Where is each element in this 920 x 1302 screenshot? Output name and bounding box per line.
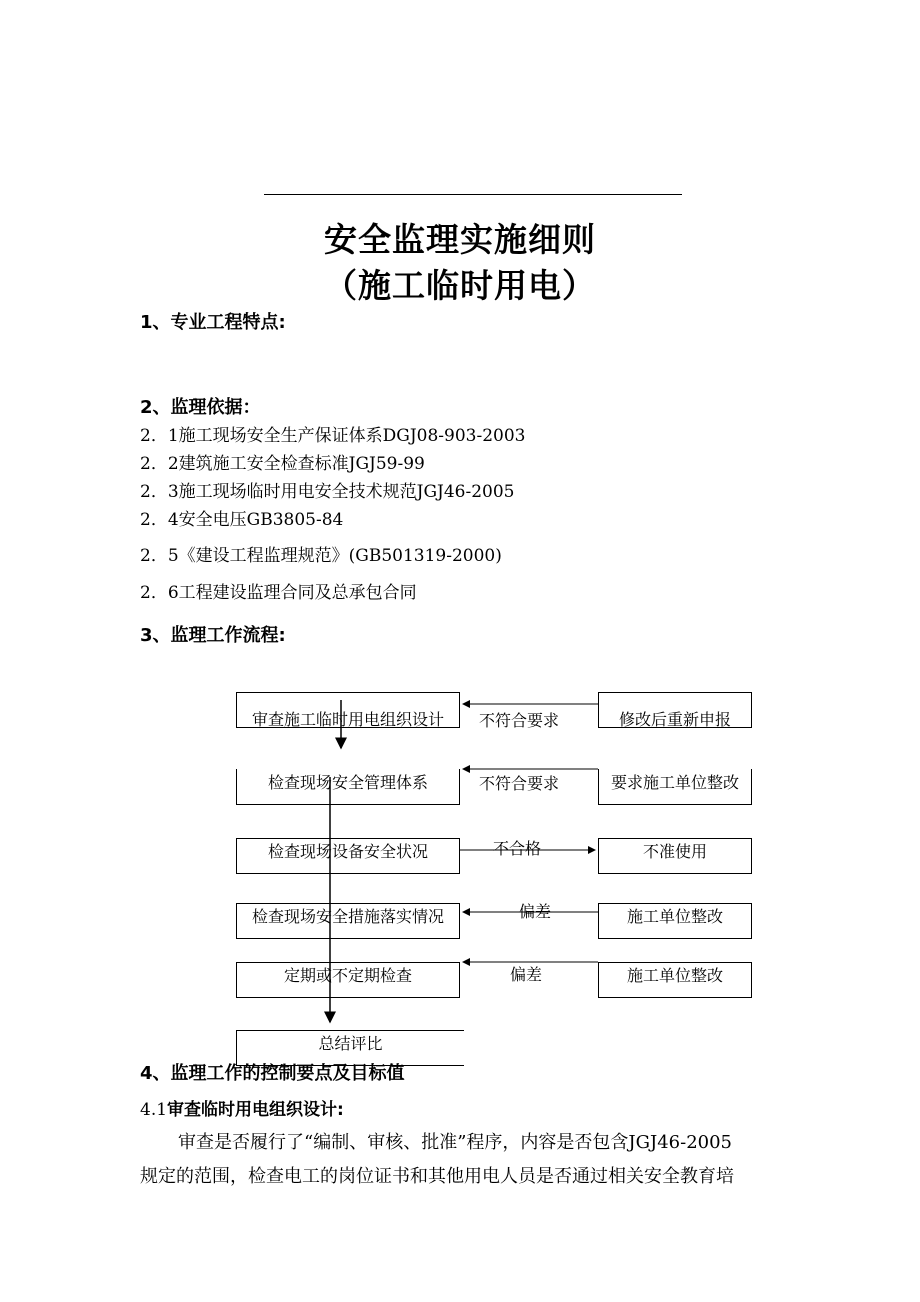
flow-side-rectify: 要求施工单位整改 <box>598 769 752 805</box>
section-1-heading: 1、专业工程特点: <box>140 312 286 333</box>
header-rule <box>264 194 682 195</box>
basis-item: 2．2建筑施工安全检查标准JGJ59-99 <box>140 454 425 474</box>
flow-caption: 不符合要求 <box>479 774 560 793</box>
flow-side-resubmit: 修改后重新申报 <box>598 692 752 728</box>
body-paragraph-line: 规定的范围，检查电工的岗位证书和其他用电人员是否通过相关安全教育培 <box>140 1166 734 1187</box>
basis-item: 2．1施工现场安全生产保证体系DGJ08-903-2003 <box>140 426 526 446</box>
flow-caption: 不合格 <box>493 839 542 858</box>
flow-step-summary: 总结评比 <box>236 1030 464 1066</box>
section-4-heading: 4、监理工作的控制要点及目标值 <box>140 1063 405 1084</box>
section-3-heading: 3、监理工作流程: <box>140 625 286 646</box>
basis-item: 2．4安全电压GB3805-84 <box>140 510 344 530</box>
body-paragraph-line: 审查是否履行了“编制、审核、批准”程序，内容是否包含JGJ46-2005 <box>178 1132 733 1153</box>
document-subtitle: （施工临时用电） <box>324 266 596 305</box>
basis-item: 2．5《建设工程监理规范》(GB501319-2000) <box>140 546 502 566</box>
flow-step-check-equipment: 检查现场设备安全状况 <box>236 838 460 874</box>
basis-item: 2．6工程建设监理合同及总承包合同 <box>140 583 417 603</box>
flow-caption: 偏差 <box>519 902 552 921</box>
flow-caption: 偏差 <box>510 965 543 984</box>
flow-side-rectify-2: 施工单位整改 <box>598 903 752 939</box>
subsection-number: 4.1 <box>140 1100 168 1120</box>
basis-item: 2．3施工现场临时用电安全技术规范JGJ46-2005 <box>140 482 515 502</box>
subsection-title: 审查临时用电组织设计: <box>167 1100 344 1120</box>
flow-step-periodic-check: 定期或不定期检查 <box>236 962 460 998</box>
document-title: 安全监理实施细则 <box>324 220 596 259</box>
subsection-4-1 <box>140 1095 344 1120</box>
flow-caption: 不符合要求 <box>479 711 560 730</box>
flow-step-review-design: 审查施工临时用电组织设计 <box>236 692 460 728</box>
section-2-heading: 2、监理依据： <box>140 397 261 418</box>
flow-step-check-measures: 检查现场安全措施落实情况 <box>236 903 460 939</box>
flow-side-rectify-3: 施工单位整改 <box>598 962 752 998</box>
flow-side-no-use: 不准使用 <box>598 838 752 874</box>
flow-step-check-system: 检查现场安全管理体系 <box>236 769 460 805</box>
